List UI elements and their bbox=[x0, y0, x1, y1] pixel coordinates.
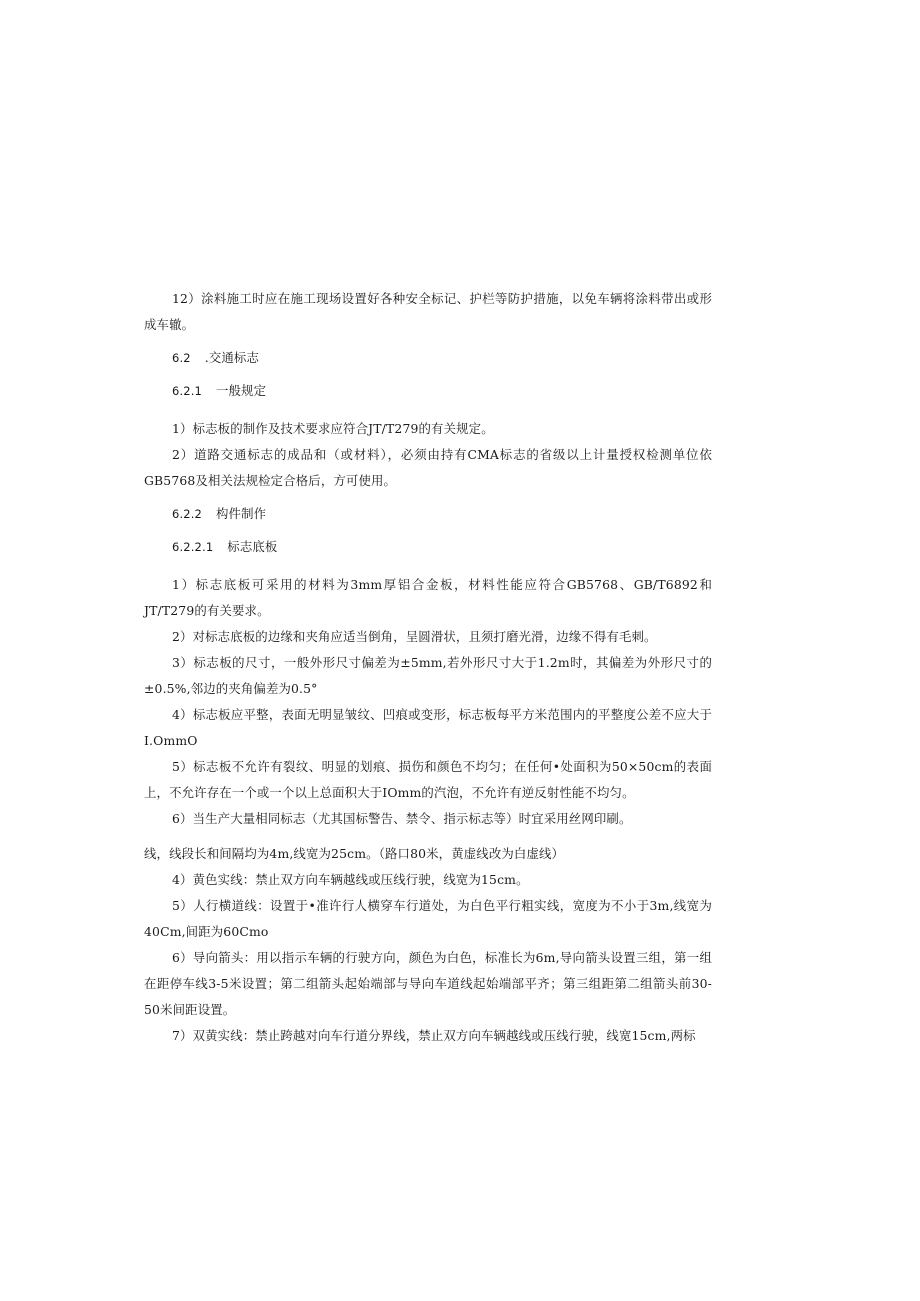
section-title: 标志底板 bbox=[227, 539, 278, 554]
paragraph-1-base-material: 1）标志底板可采用的材料为3mm厚铝合金板，材料性能应符合GB5768、GB/T6892和JT/T279的有关要求。 bbox=[144, 577, 712, 618]
paragraph-5-crosswalk: 5）人行横道线：设置于•准许行人横穿车行道处，为白色平行粗实线，宽度为不小于3m,线宽为40Cm,间距为60Cmo bbox=[144, 898, 712, 939]
section-number: 6.2.1 bbox=[172, 384, 203, 398]
section-number: 6.2.2 bbox=[172, 507, 203, 521]
section-heading-6-2-2 bbox=[144, 501, 712, 527]
paragraph-3-dimensions: 3）标志板的尺寸，一般外形尺寸偏差为±5mm,若外形尺寸大于1.2m时，其偏差为外形尺寸的±0.5%,邻边的夹角偏差为0.5° bbox=[144, 655, 712, 696]
paragraph-6-guide-arrows: 6）导向箭头：用以指示车辆的行驶方向，颜色为白色，标准长为6m,导向箭头设置三组，第一组在距停车线3-5米设置；第二组箭头起始端部与导向车道线起始端部平齐；第三组距第二组箭头前30-50米间距设置。 bbox=[144, 950, 712, 1017]
section-number: 6.2 bbox=[172, 351, 191, 365]
section-title: 构件制作 bbox=[216, 506, 267, 521]
section-title: 一般规定 bbox=[216, 383, 267, 398]
paragraph-12: 12）涂料施工时应在施工现场设置好各种安全标记、护栏等防护措施，以免车辆将涂料带出或形成车辙。 bbox=[144, 291, 712, 332]
paragraph-5-defects: 5）标志板不允许有裂纹、明显的划痕、损伤和颜色不均匀；在任何•处面积为50×50cm的表面上，不允许存在一个或一个以上总面积大于IOmm的汽泡，不允许有逆反射性能不均匀。 bbox=[144, 759, 712, 800]
section-heading-6-2-2-1 bbox=[144, 534, 712, 560]
paragraph-2-cma-certification: 2）道路交通标志的成品和（或材料），必须由持有CMA标志的省级以上计量授权检测单位依GB5768及相关法规检定合格后，方可使用。 bbox=[144, 447, 712, 488]
section-heading-6-2-1 bbox=[144, 378, 712, 404]
paragraph-1-standard: 1）标志板的制作及技术要求应符合JT/T279的有关规定。 bbox=[172, 421, 494, 436]
paragraph-4-yellow-solid-line: 4）黄色实线：禁止双方向车辆越线或压线行驶，线宽为15cm。 bbox=[172, 872, 529, 887]
document-body bbox=[144, 286, 712, 1049]
paragraph-7-double-yellow-line: 7）双黄实线：禁止跨越对向车行道分界线，禁止双方向车辆越线或压线行驶，线宽15cm,两标 bbox=[172, 1028, 696, 1043]
section-title: .交通标志 bbox=[204, 350, 260, 365]
section-number: 6.2.2.1 bbox=[172, 540, 214, 554]
paragraph-4-flatness: 4）标志板应平整，表面无明显皱纹、凹痕或变形，标志板每平方米范围内的平整度公差不应大于I.OmmO bbox=[144, 707, 712, 748]
paragraph-2-edges: 2）对标志底板的边缘和夹角应适当倒角，呈圆滑状，且须打磨光滑，边缘不得有毛刺。 bbox=[172, 629, 657, 644]
paragraph-continuation-dashed-line: 线，线段长和间隔均为4m,线宽为25cm。（路口80米，黄虚线改为白虚线） bbox=[144, 846, 565, 861]
section-heading-6-2 bbox=[144, 345, 712, 371]
paragraph-6-screen-printing: 6）当生产大量相同标志（尤其国标警告、禁令、指示标志等）时宜采用丝网印刷。 bbox=[172, 811, 632, 826]
